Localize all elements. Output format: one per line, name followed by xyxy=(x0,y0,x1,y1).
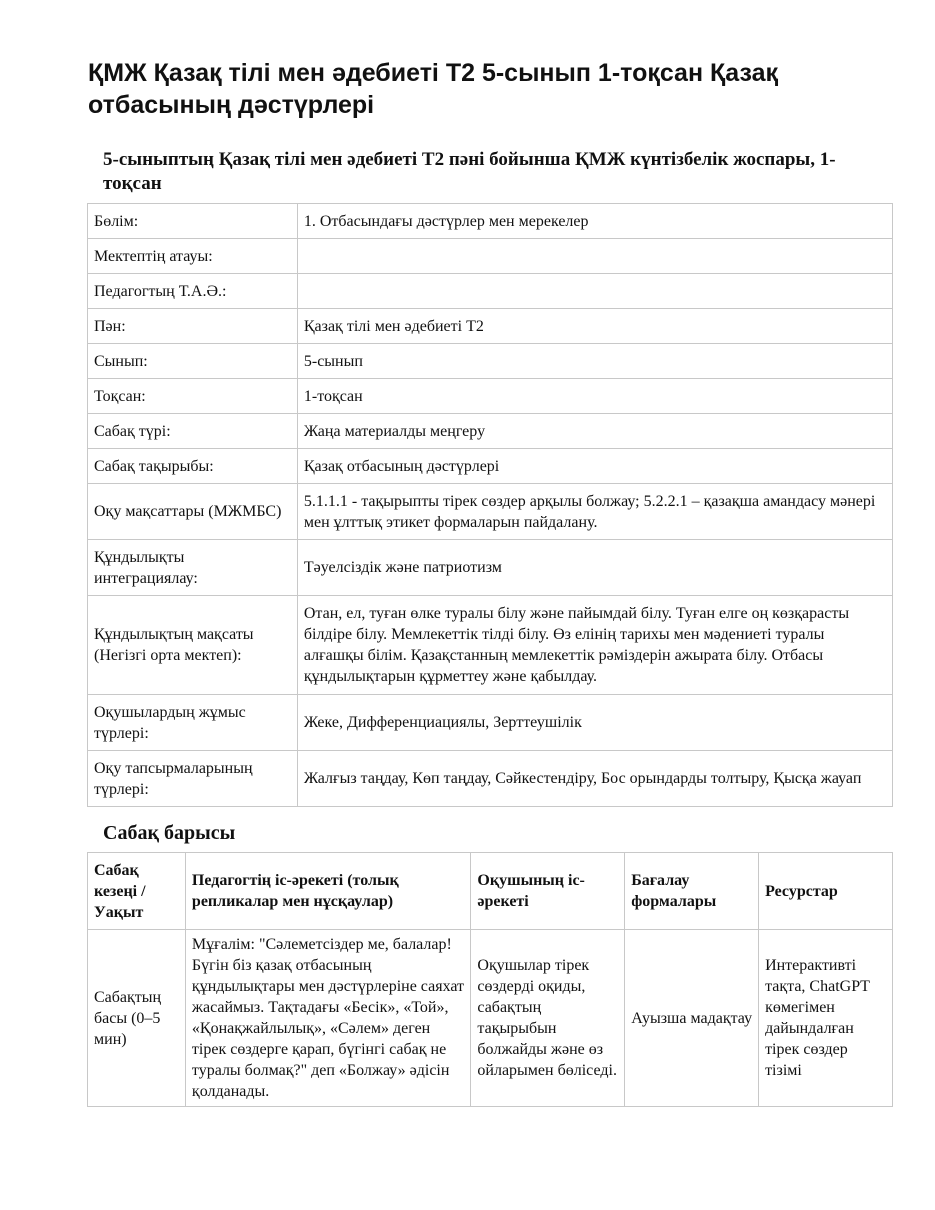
plan-subtitle: 5-сыныптың Қазақ тілі мен әдебиеті Т2 пәні бойынша ҚМЖ күнтізбелік жоспары, 1-тоқсан xyxy=(103,149,836,194)
document-title: ҚМЖ Қазақ тілі мен әдебиеті Т2 5-сынып 1-тоқсан Қазақ отбасының дәстүрлері xyxy=(88,59,778,119)
info-key-value-goal: Құндылықтың мақсаты (Негізгі орта мектеп): xyxy=(88,596,298,695)
info-value-lesson-topic: Қазақ отбасының дәстүрлері xyxy=(297,449,892,484)
info-value-grade: 5-сынып xyxy=(297,344,892,379)
lesson-progress-heading: Сабақ барысы xyxy=(103,822,236,844)
table-row xyxy=(88,274,893,309)
info-value-objectives: 5.1.1.1 - тақырыпты тірек сөздер арқылы болжау; 5.2.2.1 – қазақша амандасу мәнері мен ұлттық этикет формаларын пайдалану. xyxy=(297,484,892,540)
info-value-task-types: Жалғыз таңдау, Көп таңдау, Сәйкестендіру, Бос орындарды толтыру, Қысқа жауап xyxy=(297,751,892,807)
table-row xyxy=(88,449,893,484)
info-key-objectives: Оқу мақсаттары (МЖМБС) xyxy=(88,484,298,540)
cell-assessment: Ауызша мадақтау xyxy=(625,930,759,1107)
table-row xyxy=(88,309,893,344)
info-key-lesson-topic: Сабақ тақырыбы: xyxy=(88,449,298,484)
table-row xyxy=(88,930,893,1107)
info-key-school: Мектептің атауы: xyxy=(88,239,298,274)
lesson-progress-table xyxy=(87,852,893,1107)
info-key-teacher: Педагогтың Т.А.Ә.: xyxy=(88,274,298,309)
table-row xyxy=(88,484,893,540)
cell-teacher-activity: Мұғалім: "Сәлеметсіздер ме, балалар! Бүгін біз қазақ отбасының құндылықтары мен дәстүрлеріне саяхат жасаймыз. Тақтадағы «Бесік», «Той», «Қонақжайлылық», «Сәлем» деген тірек сөздерге қарап, бүгінгі сабақ не туралы болмақ?" деп «Болжау» әдісін қолданады. xyxy=(185,930,470,1107)
table-header-row xyxy=(88,853,893,930)
info-key-lesson-type: Сабақ түрі: xyxy=(88,414,298,449)
info-value-section: 1. Отбасындағы дәстүрлер мен мерекелер xyxy=(297,204,892,239)
info-value-quarter: 1-тоқсан xyxy=(297,379,892,414)
info-value-value-goal: Отан, ел, туған өлке туралы білу және пайымдай білу. Туған елге оң көзқарасты білдіре білу. Мемлекеттік тілді білу. Өз елінің тарихы мен мәдениеті туралы алғашқы білім. Қазақстанның мемлекеттік рәміздерін ажырата білу. Отбасы құндылықтарын құрметтеу және қабылдау. xyxy=(297,596,892,695)
table-row xyxy=(88,414,893,449)
cell-stage: Сабақтың басы (0–5 мин) xyxy=(88,930,186,1107)
cell-student-activity: Оқушылар тірек сөздерді оқиды, сабақтың тақырыбын болжайды және өз ойларымен бөліседі. xyxy=(471,930,625,1107)
table-row xyxy=(88,344,893,379)
lesson-info-table xyxy=(87,203,893,807)
table-row xyxy=(88,204,893,239)
info-key-section: Бөлім: xyxy=(88,204,298,239)
info-key-value-integration: Құндылықты интеграциялау: xyxy=(88,540,298,596)
table-row xyxy=(88,596,893,695)
table-row xyxy=(88,695,893,751)
info-key-grade: Сынып: xyxy=(88,344,298,379)
table-row xyxy=(88,379,893,414)
table-row xyxy=(88,540,893,596)
table-row xyxy=(88,239,893,274)
info-value-school xyxy=(297,239,892,274)
info-value-teacher xyxy=(297,274,892,309)
info-value-lesson-type: Жаңа материалды меңгеру xyxy=(297,414,892,449)
column-header-resources: Ресурстар xyxy=(759,853,893,930)
info-value-value-integration: Тәуелсіздік және патриотизм xyxy=(297,540,892,596)
column-header-student: Оқушының іс-әрекеті xyxy=(471,853,625,930)
info-key-subject: Пән: xyxy=(88,309,298,344)
info-key-task-types: Оқу тапсырмаларының түрлері: xyxy=(88,751,298,807)
column-header-assessment: Бағалау формалары xyxy=(625,853,759,930)
info-key-work-forms: Оқушылардың жұмыс түрлері: xyxy=(88,695,298,751)
column-header-teacher: Педагогтің іс-әрекеті (толық репликалар мен нұсқаулар) xyxy=(185,853,470,930)
info-value-work-forms: Жеке, Дифференциациялы, Зерттеушілік xyxy=(297,695,892,751)
info-value-subject: Қазақ тілі мен әдебиеті Т2 xyxy=(297,309,892,344)
column-header-stage: Сабақ кезеңі / Уақыт xyxy=(88,853,186,930)
cell-resources: Интерактивті тақта, ChatGPT көмегімен дайындалған тірек сөздер тізімі xyxy=(759,930,893,1107)
table-row xyxy=(88,751,893,807)
info-key-quarter: Тоқсан: xyxy=(88,379,298,414)
